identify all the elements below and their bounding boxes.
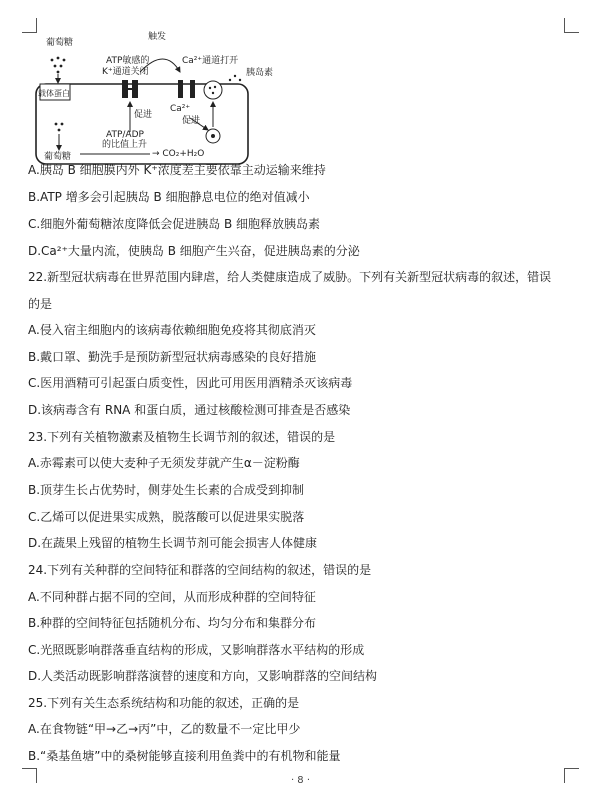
label-atp-adp-rise: 的比值上升 (102, 140, 148, 150)
page-number: · 8 · (290, 775, 311, 786)
question-24-option-b: B.种群的空间特征包括随机分布、均匀分布和集群分布 (28, 616, 317, 630)
question-24-option-d: D.人类活动既影响群落演替的速度和方向，又影响群落的空间结构 (28, 669, 378, 683)
question-23-stem: 23.下列有关植物激素及植物生长调节剂的叙述，错误的是 (28, 430, 336, 444)
question-24-option-c: C.光照既影响群落垂直结构的形成，又影响群落水平结构的形成 (28, 643, 365, 657)
question-21-option-b: B.ATP 增多会引起胰岛 B 细胞静息电位的绝对值减小 (28, 190, 310, 204)
label-promote-1: 促进 (134, 110, 153, 120)
question-23-option-a: A.赤霉素可以使大麦种子无须发芽就产生α－淀粉酶 (28, 456, 300, 470)
crop-mark-top-left (22, 18, 37, 33)
question-22-stem-cont: 的是 (28, 297, 53, 311)
label-ca-ion: Ca²⁺ (170, 104, 191, 114)
label-carrier-protein: 载体蛋白 (38, 89, 70, 98)
question-22-option-d: D.该病毒含有 RNA 和蛋白质，通过核酸检测可排查是否感染 (28, 403, 351, 417)
label-glucose-top: 葡萄糖 (46, 38, 74, 48)
question-23-option-d: D.在蔬果上残留的植物生长调节剂可能会损害人体健康 (28, 536, 318, 550)
question-24-option-a: A.不同种群占据不同的空间，从而形成种群的空间特征 (28, 590, 316, 604)
question-22-option-a: A.侵入宿主细胞内的该病毒依赖细胞免疫将其彻底消灭 (28, 323, 316, 337)
label-atp-k-channel: ATP敏感的 (106, 56, 150, 66)
insulin-dots-out (229, 75, 241, 81)
label-promote-2: 促进 (182, 116, 201, 126)
ca-channel-right (190, 80, 195, 98)
b-cell-diagram (30, 32, 290, 182)
ca-channel-left (178, 80, 183, 98)
label-trigger: 触发 (148, 32, 167, 42)
label-glucose-bottom: 葡萄糖 (44, 152, 72, 162)
crop-mark-top-right (564, 18, 579, 33)
question-25-option-b: B.“桑基鱼塘”中的桑树能够直接利用鱼粪中的有机物和能量 (28, 749, 341, 763)
label-atp-adp: ATP/ADP (106, 130, 144, 140)
question-22-option-c: C.医用酒精可引起蛋白质变性，因此可用医用酒精杀灭该病毒 (28, 376, 353, 390)
label-insulin: 胰岛素 (246, 68, 274, 78)
question-23-option-b: B.顶芽生长占优势时，侧芽处生长素的合成受到抑制 (28, 483, 305, 497)
question-25-option-a: A.在食物链“甲→乙→丙”中，乙的数量不一定比甲少 (28, 722, 301, 736)
question-21-option-c: C.细胞外葡萄糖浓度降低会促进胰岛 B 细胞释放胰岛素 (28, 217, 321, 231)
insulin-vesicle-top (204, 81, 222, 99)
label-atp-k-channel-closed: K⁺通道关闭 (102, 67, 149, 77)
glucose-dots-inside (55, 123, 64, 132)
label-co2-h2o: → CO₂+H₂O (152, 149, 205, 159)
question-24-stem: 24.下列有关种群的空间特征和群落的空间结构的叙述，错误的是 (28, 563, 372, 577)
k-channel-right (132, 80, 138, 98)
glucose-dots-top (51, 57, 66, 74)
label-ca-channel-open: Ca²⁺通道打开 (182, 56, 239, 66)
question-22-option-b: B.戴口罩、勤洗手是预防新型冠状病毒感染的良好措施 (28, 350, 317, 364)
question-23-option-c: C.乙烯可以促进果实成熟，脱落酸可以促进果实脱落 (28, 510, 305, 524)
question-25-stem: 25.下列有关生态系统结构和功能的叙述，正确的是 (28, 696, 300, 710)
k-channel-left (122, 80, 128, 98)
question-22-stem: 22.新型冠状病毒在世界范围内肆虐，给人类健康造成了威胁。下列有关新型冠状病毒的叙述，错误 (28, 270, 552, 284)
question-21-option-a: A.胰岛 B 细胞膜内外 K⁺浓度差主要依靠主动运输来维持 (28, 163, 326, 177)
question-21-option-d: D.Ca²⁺大量内流，使胰岛 B 细胞产生兴奋，促进胰岛素的分泌 (28, 244, 360, 258)
